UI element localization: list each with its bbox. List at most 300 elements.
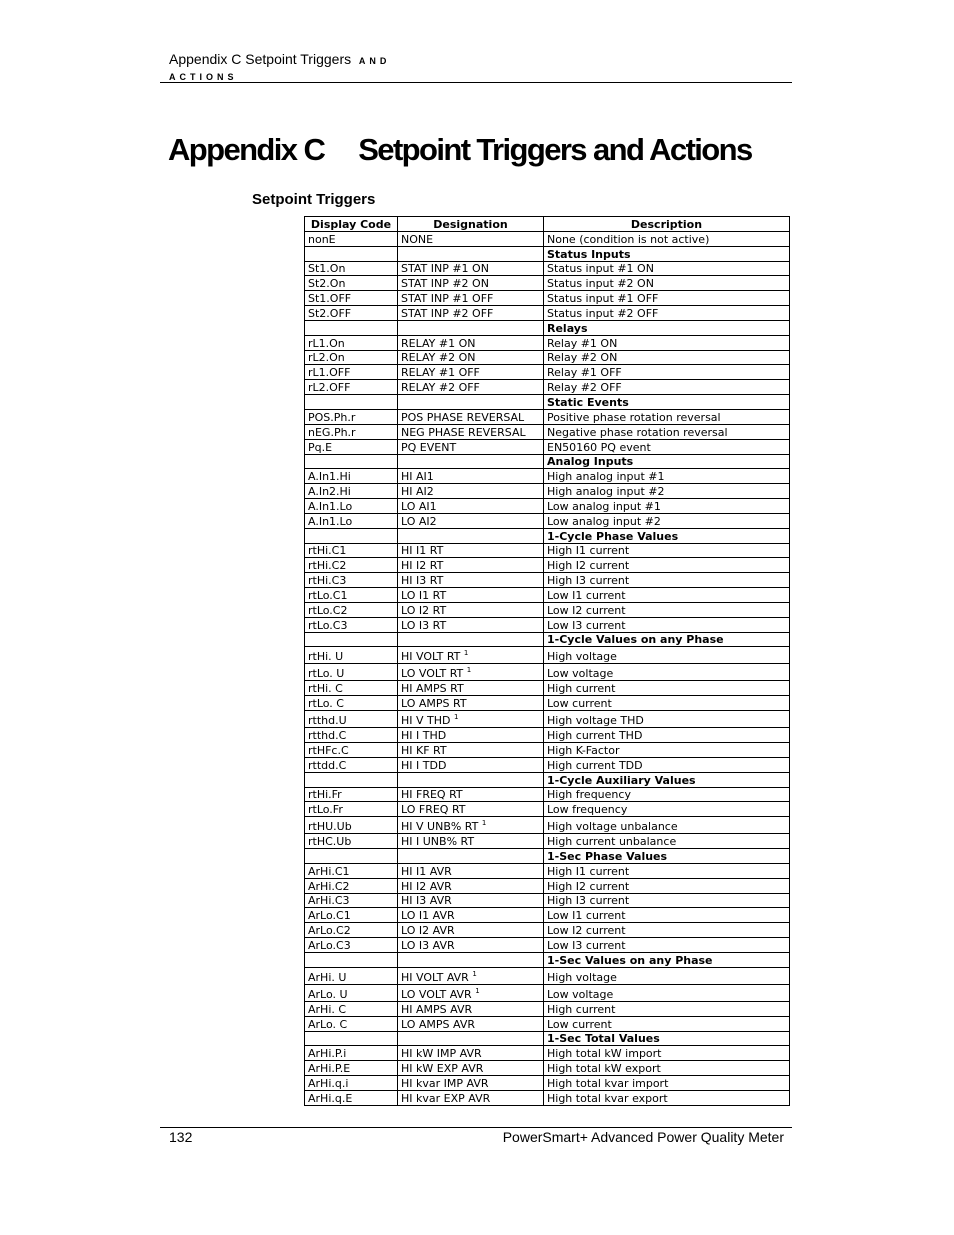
description-cell: High I3 current bbox=[544, 573, 790, 588]
description-cell: Relay #1 ON bbox=[544, 335, 790, 350]
table-section-row bbox=[305, 395, 790, 410]
description-cell: EN50160 PQ event bbox=[544, 439, 790, 454]
display-code-cell: St2.OFF bbox=[305, 306, 398, 321]
designation-cell bbox=[398, 350, 544, 365]
title-name: Setpoint Triggers and Actions bbox=[358, 132, 752, 167]
designation-text: RELAY #1 ON bbox=[401, 336, 476, 350]
display-code-cell: ArLo. U bbox=[305, 984, 398, 1001]
designation-cell bbox=[398, 365, 544, 380]
table-row bbox=[305, 878, 790, 893]
display-code-cell: ArHi.P.E bbox=[305, 1061, 398, 1076]
empty-cell bbox=[398, 952, 544, 967]
section-label: 1-Cycle Values on any Phase bbox=[544, 632, 790, 647]
footnote-marker: 1 bbox=[466, 666, 472, 675]
description-cell: High I3 current bbox=[544, 893, 790, 908]
display-code-cell: ArHi.P.i bbox=[305, 1046, 398, 1061]
table-row bbox=[305, 513, 790, 528]
empty-cell bbox=[305, 246, 398, 261]
description-cell: Low I2 current bbox=[544, 602, 790, 617]
description-cell: High I1 current bbox=[544, 863, 790, 878]
display-code-cell: St1.OFF bbox=[305, 291, 398, 306]
section-label: Status Inputs bbox=[544, 246, 790, 261]
table-row bbox=[305, 1090, 790, 1105]
designation-text: STAT INP #2 ON bbox=[401, 277, 489, 291]
table-header-row bbox=[305, 217, 790, 232]
description-cell: High voltage THD bbox=[544, 711, 790, 728]
empty-cell bbox=[398, 849, 544, 864]
designation-cell bbox=[398, 1090, 544, 1105]
description-cell: High total kW export bbox=[544, 1061, 790, 1076]
table-row bbox=[305, 469, 790, 484]
description-cell: High current THD bbox=[544, 728, 790, 743]
designation-cell bbox=[398, 967, 544, 984]
empty-cell bbox=[398, 772, 544, 787]
table-row bbox=[305, 380, 790, 395]
designation-text: HI AMPS AVR bbox=[401, 1002, 473, 1016]
description-cell: High current bbox=[544, 1001, 790, 1016]
description-cell: Status input #2 ON bbox=[544, 276, 790, 291]
footnote-marker: 1 bbox=[475, 986, 480, 995]
empty-cell bbox=[398, 528, 544, 543]
designation-cell bbox=[398, 588, 544, 603]
designation-text: RELAY #1 OFF bbox=[401, 366, 480, 380]
table-row bbox=[305, 335, 790, 350]
footer-rule bbox=[160, 1127, 792, 1128]
display-code-cell: ArHi.C1 bbox=[305, 863, 398, 878]
designation-text: HI I UNB% RT bbox=[401, 835, 475, 849]
display-code-cell: rL2.OFF bbox=[305, 380, 398, 395]
designation-cell bbox=[398, 558, 544, 573]
designation-text: LO I1 RT bbox=[401, 588, 447, 602]
designation-cell bbox=[398, 802, 544, 817]
table-row bbox=[305, 617, 790, 632]
designation-text: LO I3 RT bbox=[401, 618, 447, 632]
col-header-designation: Designation bbox=[398, 217, 544, 232]
table-row bbox=[305, 573, 790, 588]
table-row bbox=[305, 967, 790, 984]
table-row bbox=[305, 365, 790, 380]
description-cell: None (condition is not active) bbox=[544, 231, 790, 246]
table-row bbox=[305, 350, 790, 365]
designation-cell bbox=[398, 1001, 544, 1016]
designation-text: STAT INP #2 OFF bbox=[401, 306, 494, 320]
table-section-row bbox=[305, 528, 790, 543]
display-code-cell: A.In2.Hi bbox=[305, 484, 398, 499]
empty-cell bbox=[398, 395, 544, 410]
section-label: Static Events bbox=[544, 395, 790, 410]
table-row bbox=[305, 1076, 790, 1091]
display-code-cell: rtHi.C3 bbox=[305, 573, 398, 588]
designation-text: HI I2 RT bbox=[401, 559, 444, 573]
description-cell: High I2 current bbox=[544, 558, 790, 573]
designation-text: HI I3 RT bbox=[401, 574, 444, 588]
designation-cell bbox=[398, 617, 544, 632]
footnote-marker: 1 bbox=[454, 713, 459, 722]
display-code-cell: rtHFc.C bbox=[305, 743, 398, 758]
designation-cell bbox=[398, 484, 544, 499]
description-cell: Relay #2 ON bbox=[544, 350, 790, 365]
designation-cell bbox=[398, 647, 544, 664]
designation-cell bbox=[398, 893, 544, 908]
table-row bbox=[305, 602, 790, 617]
table-row bbox=[305, 1016, 790, 1031]
description-cell: Status input #2 OFF bbox=[544, 306, 790, 321]
footer-product-name: PowerSmart+ Advanced Power Quality Meter bbox=[502, 1129, 784, 1145]
setpoint-triggers-table bbox=[304, 216, 790, 1106]
footnote-marker: 1 bbox=[463, 649, 469, 658]
display-code-cell: St2.On bbox=[305, 276, 398, 291]
table-section-row bbox=[305, 849, 790, 864]
designation-text: RELAY #2 OFF bbox=[401, 381, 480, 395]
table-row bbox=[305, 306, 790, 321]
designation-text: HI AI2 bbox=[401, 485, 434, 499]
designation-cell bbox=[398, 513, 544, 528]
table-row bbox=[305, 802, 790, 817]
designation-text: NONE bbox=[401, 232, 434, 246]
designation-cell bbox=[398, 1016, 544, 1031]
description-cell: Low analog input #2 bbox=[544, 513, 790, 528]
section-label: Relays bbox=[544, 320, 790, 335]
designation-cell bbox=[398, 424, 544, 439]
description-cell: Positive phase rotation reversal bbox=[544, 409, 790, 424]
description-cell: Low current bbox=[544, 696, 790, 711]
description-cell: High voltage unbalance bbox=[544, 817, 790, 834]
description-cell: High current TDD bbox=[544, 757, 790, 772]
designation-cell bbox=[398, 306, 544, 321]
display-code-cell: nEG.Ph.r bbox=[305, 424, 398, 439]
table-row bbox=[305, 558, 790, 573]
table-row bbox=[305, 291, 790, 306]
section-label: 1-Sec Phase Values bbox=[544, 849, 790, 864]
designation-cell bbox=[398, 409, 544, 424]
designation-cell bbox=[398, 834, 544, 849]
running-header bbox=[169, 51, 390, 85]
display-code-cell: rtthd.U bbox=[305, 711, 398, 728]
description-cell: High I1 current bbox=[544, 543, 790, 558]
description-cell: Low analog input #1 bbox=[544, 499, 790, 514]
section-heading: Setpoint Triggers bbox=[252, 191, 376, 208]
header-actions: ACTIONS bbox=[169, 72, 238, 82]
table-section-row bbox=[305, 320, 790, 335]
designation-text: STAT INP #1 OFF bbox=[401, 292, 494, 306]
designation-cell bbox=[398, 573, 544, 588]
empty-cell bbox=[305, 632, 398, 647]
designation-cell bbox=[398, 696, 544, 711]
empty-cell bbox=[305, 849, 398, 864]
designation-cell bbox=[398, 335, 544, 350]
designation-cell bbox=[398, 469, 544, 484]
table-body bbox=[305, 231, 790, 1105]
page-number: 132 bbox=[169, 1129, 193, 1145]
display-code-cell: ArHi. U bbox=[305, 967, 398, 984]
designation-text: LO AMPS RT bbox=[401, 697, 467, 711]
display-code-cell: rtHi. C bbox=[305, 681, 398, 696]
description-cell: Low frequency bbox=[544, 802, 790, 817]
table-row bbox=[305, 1001, 790, 1016]
description-cell: Status input #1 ON bbox=[544, 261, 790, 276]
display-code-cell: rL1.On bbox=[305, 335, 398, 350]
description-cell: High current bbox=[544, 681, 790, 696]
table-row bbox=[305, 817, 790, 834]
designation-text: HI I THD bbox=[401, 729, 447, 742]
designation-text: LO I1 AVR bbox=[401, 909, 455, 923]
designation-text: HI KF RT bbox=[401, 743, 447, 757]
description-cell: Low I3 current bbox=[544, 938, 790, 953]
designation-cell bbox=[398, 1061, 544, 1076]
designation-cell bbox=[398, 728, 544, 743]
designation-cell bbox=[398, 276, 544, 291]
designation-text: NEG PHASE REVERSAL bbox=[401, 425, 526, 439]
display-code-cell: ArLo.C1 bbox=[305, 908, 398, 923]
designation-cell bbox=[398, 1046, 544, 1061]
designation-cell bbox=[398, 817, 544, 834]
table-row bbox=[305, 409, 790, 424]
display-code-cell: rttdd.C bbox=[305, 757, 398, 772]
designation-cell bbox=[398, 787, 544, 802]
display-code-cell: A.In1.Lo bbox=[305, 499, 398, 514]
designation-text: LO VOLT RT bbox=[401, 667, 464, 681]
empty-cell bbox=[305, 320, 398, 335]
description-cell: High current unbalance bbox=[544, 834, 790, 849]
table-row bbox=[305, 893, 790, 908]
display-code-cell: rtLo.C2 bbox=[305, 602, 398, 617]
empty-cell bbox=[398, 632, 544, 647]
designation-text: HI I1 RT bbox=[401, 544, 444, 558]
display-code-cell: ArLo.C2 bbox=[305, 923, 398, 938]
display-code-cell: rtLo. U bbox=[305, 664, 398, 681]
footnote-marker: 1 bbox=[472, 969, 477, 978]
display-code-cell: rL1.OFF bbox=[305, 365, 398, 380]
empty-cell bbox=[398, 246, 544, 261]
table-row bbox=[305, 647, 790, 664]
display-code-cell: rtHi.C2 bbox=[305, 558, 398, 573]
display-code-cell: ArHi. C bbox=[305, 1001, 398, 1016]
description-cell: Low I1 current bbox=[544, 908, 790, 923]
empty-cell bbox=[305, 772, 398, 787]
designation-text: HI I3 AVR bbox=[401, 894, 452, 908]
description-cell: Low I1 current bbox=[544, 588, 790, 603]
table-row bbox=[305, 984, 790, 1001]
designation-text: HI AI1 bbox=[401, 470, 434, 484]
designation-cell bbox=[398, 231, 544, 246]
description-cell: Low voltage bbox=[544, 664, 790, 681]
table-row bbox=[305, 681, 790, 696]
designation-text: LO AMPS AVR bbox=[401, 1017, 476, 1031]
table-row bbox=[305, 757, 790, 772]
description-cell: Relay #1 OFF bbox=[544, 365, 790, 380]
designation-text: LO AI1 bbox=[401, 499, 437, 513]
designation-text: RELAY #2 ON bbox=[401, 351, 476, 365]
table-row bbox=[305, 439, 790, 454]
display-code-cell: A.In1.Hi bbox=[305, 469, 398, 484]
col-header-description: Description bbox=[544, 217, 790, 232]
display-code-cell: rtthd.C bbox=[305, 728, 398, 743]
designation-text: LO VOLT AVR bbox=[401, 987, 472, 1001]
section-label: 1-Sec Total Values bbox=[544, 1031, 790, 1046]
designation-text: POS PHASE REVERSAL bbox=[401, 410, 525, 424]
empty-cell bbox=[305, 952, 398, 967]
description-cell: Low voltage bbox=[544, 984, 790, 1001]
description-cell: Status input #1 OFF bbox=[544, 291, 790, 306]
display-code-cell: POS.Ph.r bbox=[305, 409, 398, 424]
designation-cell bbox=[398, 923, 544, 938]
table-row bbox=[305, 484, 790, 499]
table-row bbox=[305, 1046, 790, 1061]
section-label: 1-Cycle Auxiliary Values bbox=[544, 772, 790, 787]
display-code-cell: rtLo.C3 bbox=[305, 617, 398, 632]
display-code-cell: rtHi.C1 bbox=[305, 543, 398, 558]
table-row bbox=[305, 834, 790, 849]
designation-text: HI kW IMP AVR bbox=[401, 1047, 482, 1061]
designation-text: HI kvar IMP AVR bbox=[401, 1076, 489, 1090]
designation-cell bbox=[398, 863, 544, 878]
table-row bbox=[305, 696, 790, 711]
section-label: 1-Sec Values on any Phase bbox=[544, 952, 790, 967]
designation-text: HI I2 AVR bbox=[401, 879, 452, 893]
designation-cell bbox=[398, 878, 544, 893]
designation-text: LO I3 AVR bbox=[401, 938, 455, 952]
designation-cell bbox=[398, 543, 544, 558]
description-cell: High analog input #1 bbox=[544, 469, 790, 484]
table-row bbox=[305, 728, 790, 743]
description-cell: High frequency bbox=[544, 787, 790, 802]
table-row bbox=[305, 424, 790, 439]
designation-text: STAT INP #1 ON bbox=[401, 262, 489, 276]
table-row bbox=[305, 231, 790, 246]
designation-text: LO I2 RT bbox=[401, 603, 447, 617]
empty-cell bbox=[305, 454, 398, 469]
description-cell: High voltage bbox=[544, 967, 790, 984]
designation-cell bbox=[398, 743, 544, 758]
description-cell: Negative phase rotation reversal bbox=[544, 424, 790, 439]
display-code-cell: nonE bbox=[305, 231, 398, 246]
display-code-cell: ArHi.C2 bbox=[305, 878, 398, 893]
table-row bbox=[305, 743, 790, 758]
empty-cell bbox=[305, 528, 398, 543]
designation-cell bbox=[398, 711, 544, 728]
designation-cell bbox=[398, 602, 544, 617]
table-row bbox=[305, 499, 790, 514]
empty-cell bbox=[398, 1031, 544, 1046]
table-section-row bbox=[305, 454, 790, 469]
display-code-cell: ArLo.C3 bbox=[305, 938, 398, 953]
header-rule bbox=[160, 82, 792, 83]
table-row bbox=[305, 664, 790, 681]
section-label: Analog Inputs bbox=[544, 454, 790, 469]
display-code-cell: ArLo. C bbox=[305, 1016, 398, 1031]
designation-cell bbox=[398, 908, 544, 923]
designation-cell bbox=[398, 664, 544, 681]
footnote-marker: 1 bbox=[481, 819, 487, 828]
table-row bbox=[305, 863, 790, 878]
designation-cell bbox=[398, 757, 544, 772]
designation-text: LO I2 AVR bbox=[401, 924, 455, 938]
designation-text: LO AI2 bbox=[401, 514, 437, 528]
display-code-cell: ArHi.C3 bbox=[305, 893, 398, 908]
empty-cell bbox=[305, 1031, 398, 1046]
designation-text: PQ EVENT bbox=[401, 440, 457, 454]
designation-text: HI kW EXP AVR bbox=[401, 1062, 484, 1076]
display-code-cell: ArHi.q.E bbox=[305, 1090, 398, 1105]
display-code-cell: rtHi. U bbox=[305, 647, 398, 664]
designation-cell bbox=[398, 291, 544, 306]
designation-text: HI I TDD bbox=[401, 758, 447, 772]
designation-text: HI VOLT AVR bbox=[401, 970, 469, 984]
designation-cell bbox=[398, 938, 544, 953]
table-row bbox=[305, 276, 790, 291]
description-cell: High total kW import bbox=[544, 1046, 790, 1061]
designation-text: HI V THD bbox=[401, 714, 451, 728]
table-row bbox=[305, 1061, 790, 1076]
designation-text: HI VOLT RT bbox=[401, 650, 461, 664]
description-cell: Low current bbox=[544, 1016, 790, 1031]
table-section-row bbox=[305, 952, 790, 967]
description-cell: High total kvar import bbox=[544, 1076, 790, 1091]
description-cell: Low I3 current bbox=[544, 617, 790, 632]
display-code-cell: rtHU.Ub bbox=[305, 817, 398, 834]
table-row bbox=[305, 787, 790, 802]
table-section-row bbox=[305, 632, 790, 647]
designation-cell bbox=[398, 681, 544, 696]
designation-text: HI kvar EXP AVR bbox=[401, 1091, 491, 1105]
table-row bbox=[305, 923, 790, 938]
table-row bbox=[305, 588, 790, 603]
display-code-cell: St1.On bbox=[305, 261, 398, 276]
designation-cell bbox=[398, 439, 544, 454]
designation-cell bbox=[398, 499, 544, 514]
table-section-row bbox=[305, 772, 790, 787]
display-code-cell: Pq.E bbox=[305, 439, 398, 454]
display-code-cell: ArHi.q.i bbox=[305, 1076, 398, 1091]
header-title: Appendix C Setpoint Triggers bbox=[169, 51, 352, 67]
title-appendix: Appendix C bbox=[168, 132, 325, 167]
table-row bbox=[305, 261, 790, 276]
designation-text: HI I1 AVR bbox=[401, 864, 452, 878]
description-cell: High I2 current bbox=[544, 878, 790, 893]
table-row bbox=[305, 543, 790, 558]
display-code-cell: rtHi.Fr bbox=[305, 787, 398, 802]
section-label: 1-Cycle Phase Values bbox=[544, 528, 790, 543]
table-row bbox=[305, 938, 790, 953]
description-cell: High voltage bbox=[544, 647, 790, 664]
empty-cell bbox=[398, 320, 544, 335]
designation-cell bbox=[398, 261, 544, 276]
description-cell: High K-Factor bbox=[544, 743, 790, 758]
display-code-cell: rtHC.Ub bbox=[305, 834, 398, 849]
designation-cell bbox=[398, 1076, 544, 1091]
empty-cell bbox=[398, 454, 544, 469]
display-code-cell: rtLo.C1 bbox=[305, 588, 398, 603]
designation-text: HI AMPS RT bbox=[401, 682, 464, 696]
page-title bbox=[168, 132, 752, 168]
table-row bbox=[305, 908, 790, 923]
description-cell: High analog input #2 bbox=[544, 484, 790, 499]
table-row bbox=[305, 711, 790, 728]
designation-text: LO FREQ RT bbox=[401, 803, 466, 817]
description-cell: High total kvar export bbox=[544, 1090, 790, 1105]
display-code-cell: rtLo. C bbox=[305, 696, 398, 711]
display-code-cell: rL2.On bbox=[305, 350, 398, 365]
display-code-cell: rtLo.Fr bbox=[305, 802, 398, 817]
designation-text: HI V UNB% RT bbox=[401, 820, 479, 834]
display-code-cell: A.In1.Lo bbox=[305, 513, 398, 528]
col-header-display-code: Display Code bbox=[305, 217, 398, 232]
designation-cell bbox=[398, 984, 544, 1001]
description-cell: Relay #2 OFF bbox=[544, 380, 790, 395]
description-cell: Low I2 current bbox=[544, 923, 790, 938]
designation-text: HI FREQ RT bbox=[401, 788, 463, 802]
designation-cell bbox=[398, 380, 544, 395]
